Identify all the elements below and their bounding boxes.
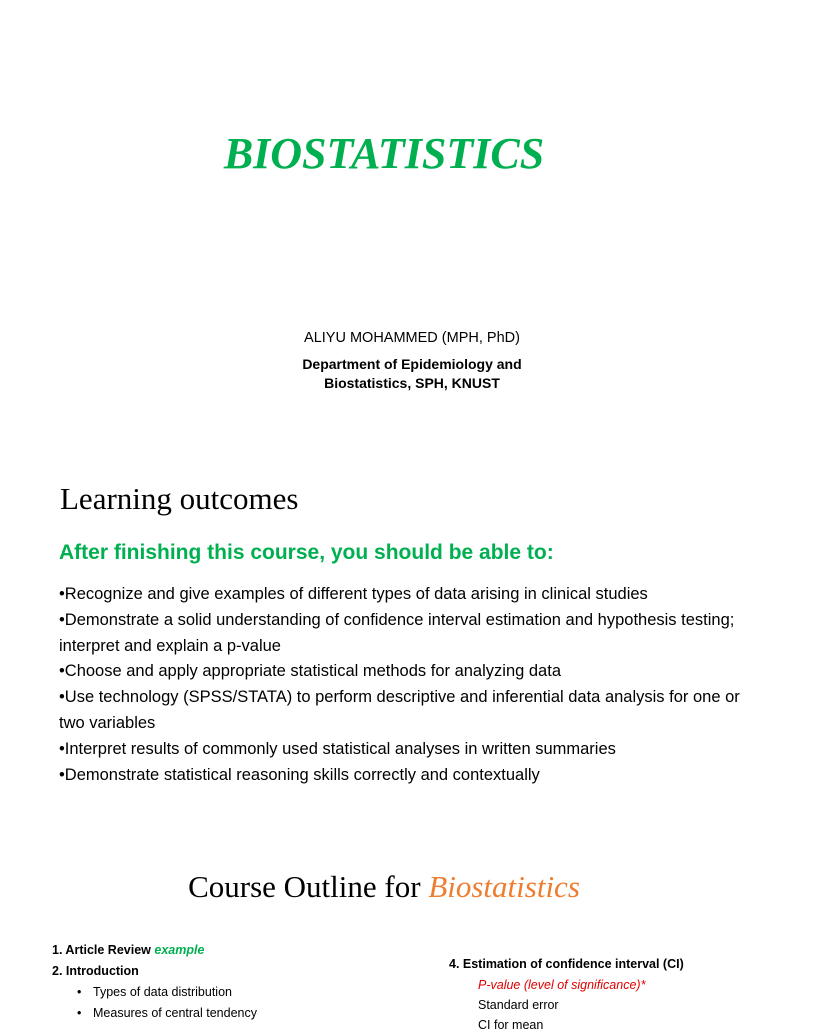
slide-title: Learning outcomes: [60, 481, 299, 516]
outline-sublist: [52, 982, 257, 1024]
title-slide: [0, 0, 768, 440]
list-item: Standard error: [478, 998, 559, 1012]
department: [0, 355, 824, 393]
list-item-text: Types of data distribution: [93, 985, 232, 999]
outline-right-column: [449, 954, 684, 1035]
list-item: •Recognize and give examples of different types of data arising in clinical studies: [59, 585, 648, 603]
example-link[interactable]: example: [154, 943, 205, 957]
course-outline-slide: [0, 835, 768, 1032]
outline-item-4: 4. Estimation of confidence interval (CI): [449, 957, 684, 971]
outline-left-column: [52, 940, 257, 1024]
title-prefix: Course Outline for: [188, 869, 429, 904]
slide-title: [0, 869, 768, 905]
list-item: •Choose and apply appropriate statistical methods for analyzing data: [59, 662, 561, 681]
slide-subtitle: After finishing this course, you should be able to:: [59, 541, 554, 564]
outline-item-1: [52, 940, 257, 961]
list-item: •Use technology (SPSS/STATA) to perform descriptive and inferential data analysis for one or two variables: [59, 688, 740, 732]
outline-item-label: 1. Article Review: [52, 943, 155, 957]
outline-item-2: 2. Introduction: [52, 964, 139, 978]
slide-title: BIOSTATISTICS: [223, 129, 545, 178]
list-item: [77, 1003, 257, 1024]
learning-outcomes-slide: [0, 445, 768, 830]
list-item: P-value (level of significance)*: [478, 978, 646, 992]
title-accent: Biostatistics: [428, 869, 580, 904]
bullet-icon: •: [77, 985, 82, 999]
list-item-text: Measures of central tendency: [93, 1006, 257, 1020]
department-line-1: Department of Epidemiology and: [302, 356, 522, 372]
list-item: •Interpret results of commonly used statistical analyses in written summaries: [59, 739, 616, 758]
list-item: •Demonstrate a solid understanding of confidence interval estimation and hypothesis testing; interpret and explain a p-value: [59, 610, 735, 655]
list-item: [77, 982, 257, 1003]
department-line-2: Biostatistics, SPH, KNUST: [324, 375, 500, 391]
bullet-icon: •: [77, 1006, 82, 1020]
list-item: CI for mean: [478, 1018, 544, 1032]
author-name: ALIYU MOHAMMED (MPH, PhD): [304, 330, 520, 346]
list-item: •Demonstrate statistical reasoning skills correctly and contextually: [59, 765, 540, 784]
outcomes-list: [59, 582, 749, 788]
